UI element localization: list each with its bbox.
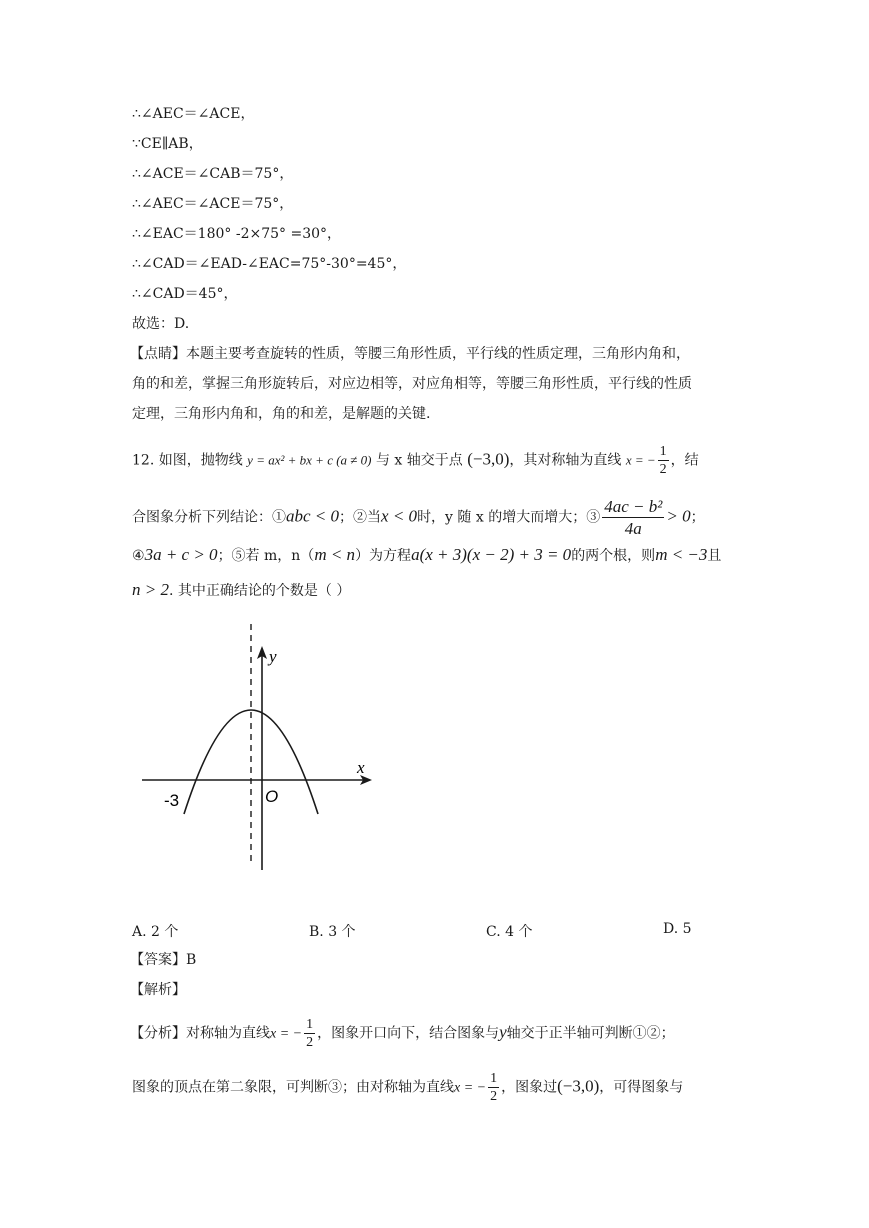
option-a: A. 2 个 [132,924,179,940]
step-line: ∴∠ACE＝∠CAB＝75°， [132,166,294,182]
option-d: D. 5 [663,921,692,937]
fraction-half: $\frac{1}{2}$ [490,1071,498,1104]
conclusion-5-order: m < n [314,545,356,564]
question-number: 12. [132,452,155,469]
y-axis-label: y [269,647,277,666]
question-text: 与 x 轴交于点 [375,452,463,469]
analysis-text: 对称轴为直线 [186,1025,270,1042]
step-line: ∴∠CAD＝45°， [132,286,238,302]
question-text: ）为方程 [355,548,412,564]
question-text: 且 [707,548,722,564]
axis-equation: x = − [270,1026,303,1042]
option-c: C. 4 个 [486,924,533,940]
point-coord: (−3,0) [467,449,510,469]
y-variable: y [499,1022,507,1042]
step-line: ∵CE∥AB， [132,136,203,152]
question-text: . 其中正确结论的个数是（ ） [168,583,351,599]
answer-tag: 【答案】 [130,952,186,968]
axis-equation: x = − [454,1080,487,1096]
question-text: 的两个根，则 [571,548,656,564]
step-line: ∴∠AEC＝∠ACE＝75°， [132,196,294,212]
question-text: 时，y 随 x 的增大而增大；③ [417,509,601,526]
question-text: 合图象分析下列结论：① [132,509,286,526]
fraction-half: $\frac{1}{2}$ [659,444,667,477]
answer-line [130,950,196,970]
conclusion-1: abc < 0 [286,506,340,526]
fraction-half: $\frac{1}{2}$ [306,1017,314,1050]
parabola-graph [132,612,382,877]
origin-label: O [265,787,279,806]
conclusion-5-equation: a(x + 3)(x − 2) + 3 = 0 [411,545,572,564]
analysis-tag: 【分析】 [130,1025,186,1042]
step-line: ∴∠EAC＝180° -2×75° =30°， [132,226,342,242]
option-b: B. 3 个 [309,924,356,940]
choice-line: 故选：D. [132,316,190,332]
analysis-text: ，图象开口向下，结合图象与 [317,1025,500,1042]
step-line: ∴∠CAD＝∠EAD-∠EAC=75°-30°=45°， [132,256,407,272]
dianjing-text: 定理，三角形内角和，角的和差，是解题的关键. [132,406,431,422]
question-text: ；②当 [339,509,382,526]
parabola-equation: y = ax² + bx + c (a ≠ 0) [247,452,372,468]
question-text: ； [690,509,705,526]
jiexi-tag: 【解析】 [130,982,186,998]
analysis-line-1 [130,1016,675,1051]
question-text: ，结 [670,452,699,469]
x-axis-label: x [357,758,365,777]
conclusion-4: 3a + c > 0 [144,545,218,564]
question-text: ④ [132,548,145,564]
axis-equation: x = − [625,452,656,468]
point-coord: (−3,0) [557,1076,600,1096]
question-text: ，其对称轴为直线 [509,452,622,469]
question-text: 如图，抛物线 [158,452,243,469]
analysis-text: 轴交于正半轴可判断①②； [506,1025,675,1042]
conclusion-2: x < 0 [381,506,418,526]
conclusion-3-tail: > 0 [666,506,691,526]
dianjing-text: 角的和差，掌握三角形旋转后，对应边相等，对应角相等，等腰三角形性质，平行线的性质 [132,376,692,392]
answer-value: B [186,952,197,968]
dianjing-tag: 【点睛】 [130,346,186,362]
conclusion-5-m: m < −3 [655,545,708,564]
neg3-label: -3 [164,791,180,810]
dianjing-text: 本题主要考查旋转的性质，等腰三角形性质，平行线的性质定理，三角形内角和， [186,346,690,362]
analysis-text: ，可得图象与 [599,1079,684,1096]
analysis-text: ，图象过 [501,1079,558,1096]
analysis-line-2 [132,1070,683,1105]
conclusion-5-n: n > 2 [132,580,169,599]
question-text: ；⑤若 m，n（ [217,548,315,564]
conclusion-3-fraction: $\frac{\text{4ac − b²}}{4a}$ [604,497,663,538]
analysis-text: 图象的顶点在第二象限，可判断③；由对称轴为直线 [132,1079,454,1096]
step-line: ∴∠AEC＝∠ACE， [132,106,255,122]
